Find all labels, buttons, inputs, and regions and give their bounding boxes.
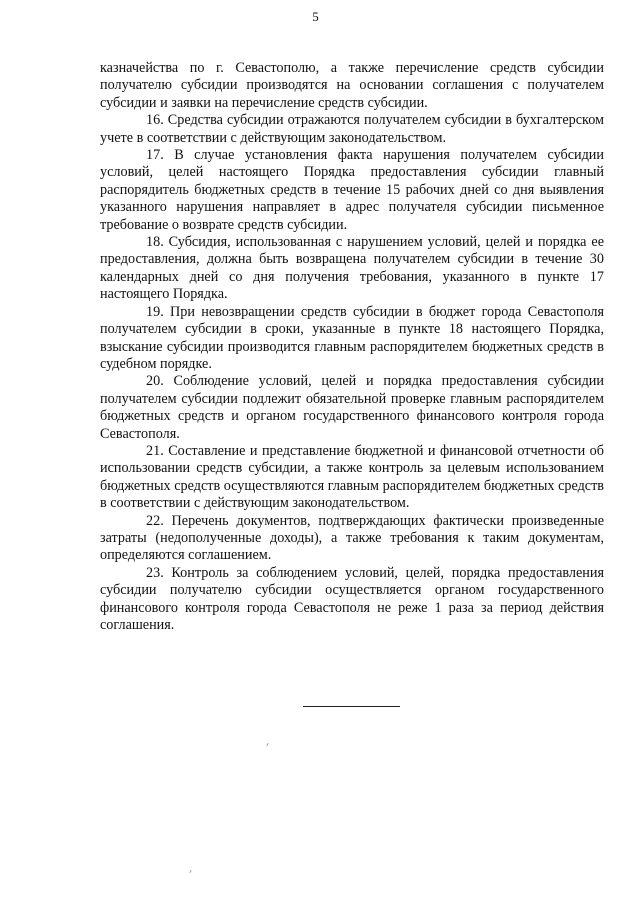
paragraph-continuation: казначейства по г. Севастополю, а также перечисление средств субсидии получателю субсидии производятся на основании соглашения с получателем субсидии и заявки на перечисление средств субсидии. [100, 60, 604, 111]
paragraph-23: 23. Контроль за соблюдением условий, целей, порядка предоставления субсидии получателю субсидии осуществляется органом государственного финансового контроля города Севастополя не реже 1 раза за период действия соглашения. [100, 564, 604, 633]
paragraph-18: 18. Субсидия, использованная с нарушением условий, целей и порядка ее предоставления, должна быть возвращена получателем субсидии в течение 30 календарных дней со дня получения требования, указанного в пункте 17 настоящего Порядка. [100, 234, 604, 303]
end-of-document-rule [303, 706, 400, 707]
paragraph-17: 17. В случае установления факта нарушения получателем субсидии условий, целей настоящего Порядка предоставления субсидии главный распорядитель бюджетных средств в течение 15 рабочих дней со дня выявления указанного нарушения направляет в адрес получателя субсидии письменное требование о возврате средств субсидии. [100, 147, 604, 233]
paragraph-22: 22. Перечень документов, подтверждающих фактически произведенные затраты (недополученные доходы), а также требования к таким документам, определяются соглашением. [100, 512, 604, 564]
page-number: 5 [312, 9, 319, 24]
paragraph-20: 20. Соблюдение условий, целей и порядка предоставления субсидии получателем субсидии подлежит обязательной проверке главным распорядителем бюджетных средств и органом государственного финансового контроля города Севастополя. [100, 373, 604, 442]
document-body [100, 60, 604, 634]
paragraph-16: 16. Средства субсидии отражаются получателем субсидии в бухгалтерском учете в соответствии с действующим законодательством. [100, 112, 604, 146]
scan-speck [266, 743, 268, 746]
paragraph-19: 19. При невозвращении средств субсидии в бюджет города Севастополя получателем субсидии в сроки, указанные в пункте 18 настоящего Порядка, взыскание субсидии производится главным распорядителем бюджетных средств в судебном порядке. [100, 303, 604, 372]
scan-speck [189, 870, 191, 873]
paragraph-21: 21. Составление и представление бюджетной и финансовой отчетности об использовании средств субсидии, а также контроль за целевым использованием бюджетных средств осуществляются главным распорядителем бюджетных средств в соответствии с действующим законодательством. [100, 442, 604, 512]
